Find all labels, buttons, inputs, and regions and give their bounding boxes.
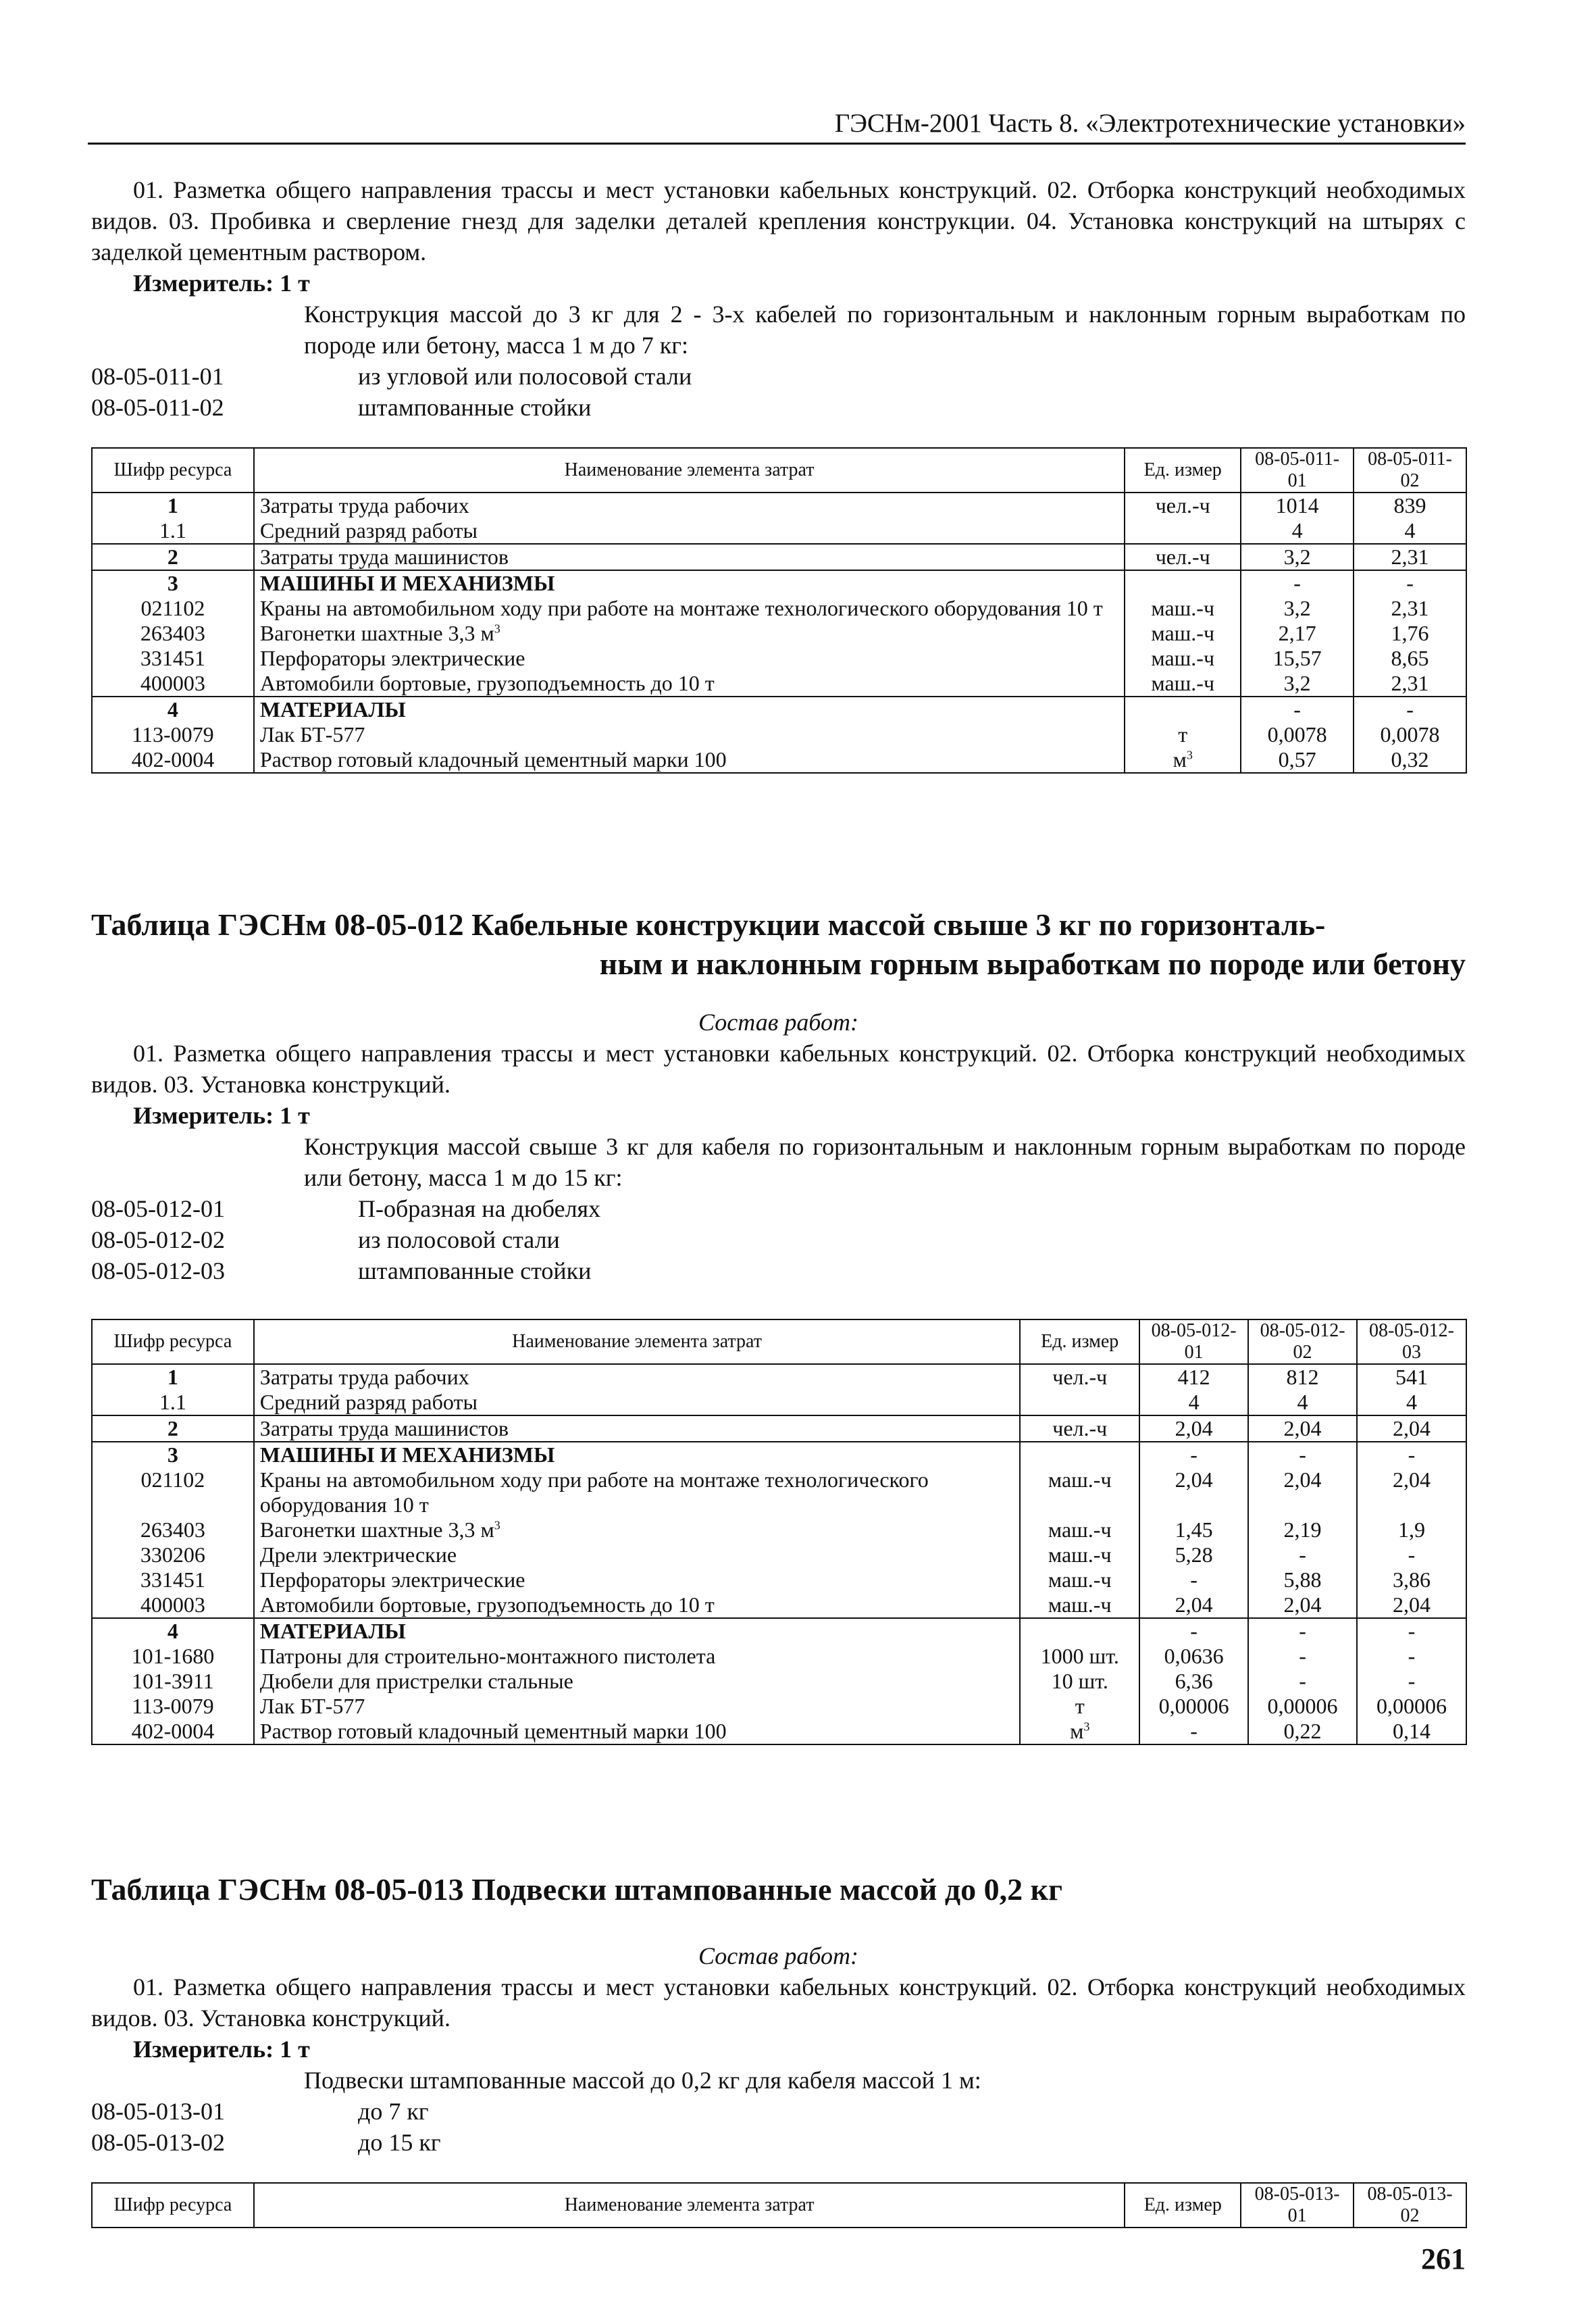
- cell-name: Перфораторы электрические: [254, 646, 1125, 671]
- cell-value: 3,2: [1241, 596, 1354, 621]
- col-header-variant-3: 08-05-012-03: [1357, 1319, 1466, 1364]
- table-row: [92, 1517, 1466, 1542]
- cell-name: Раствор готовый кладочный цементный марки 100: [254, 747, 1125, 773]
- cell-value: -: [1241, 697, 1354, 722]
- cell-code: 1: [92, 493, 254, 518]
- cell-unit: 1000 шт.: [1020, 1644, 1139, 1669]
- cell-code: 1: [92, 1364, 254, 1390]
- cell-value: -: [1248, 1644, 1357, 1669]
- table-row: [92, 621, 1466, 646]
- running-header: ГЭСНм-2001 Часть 8. «Электротехнические установки»: [88, 108, 1466, 145]
- cell-value: -: [1248, 1669, 1357, 1694]
- table-row: [92, 544, 1466, 570]
- cell-name: Затраты труда машинистов: [254, 1415, 1021, 1442]
- cell-name: Затраты труда машинистов: [254, 544, 1125, 570]
- table-row: [92, 1669, 1466, 1694]
- cell-value: 1,9: [1357, 1517, 1466, 1542]
- table-row: [92, 493, 1466, 518]
- cell-value: 0,00006: [1357, 1694, 1466, 1719]
- cell-unit: маш.-ч: [1020, 1467, 1139, 1517]
- cell-value: 2,04: [1357, 1592, 1466, 1618]
- table-row: [92, 1567, 1466, 1592]
- cell-value: 2,04: [1248, 1415, 1357, 1442]
- superscript: 3: [494, 1518, 500, 1532]
- cell-unit: чел.-ч: [1020, 1415, 1139, 1442]
- cell-unit: [1125, 747, 1241, 773]
- cell-code: 330206: [92, 1542, 254, 1567]
- col-header-code: Шифр ресурса: [92, 1319, 254, 1364]
- cell-code: 263403: [92, 1517, 254, 1542]
- resource-description: Конструкция массой до 3 кг для 2 - 3-х кабелей по горизонтальным и наклонным горным выработкам по породе или бетону, масса 1 м до 7 кг:: [304, 301, 1466, 359]
- section-011-text: [91, 174, 1466, 423]
- variant-code: 08-05-012-01: [91, 1195, 225, 1222]
- cell-name: Средний разряд работы: [254, 518, 1125, 544]
- title-line-1: Таблица ГЭСНм 08-05-013 Подвески штампованные массой до 0,2 кг: [91, 1872, 1062, 1907]
- cell-unit: чел.-ч: [1125, 544, 1241, 570]
- cell-name: Дюбели для пристрелки стальные: [254, 1669, 1021, 1694]
- col-header-unit: Ед. измер: [1020, 1319, 1139, 1364]
- table-row: [92, 747, 1466, 773]
- cell-value: 2,04: [1357, 1415, 1466, 1442]
- cell-value: 541: [1357, 1364, 1466, 1390]
- cell-value: -: [1357, 1618, 1466, 1644]
- cell-value: 839: [1354, 493, 1466, 518]
- cell-code: 2: [92, 1415, 254, 1442]
- col-header-name: Наименование элемента затрат: [254, 2183, 1125, 2228]
- cell-value: 2,04: [1248, 1592, 1357, 1618]
- cell-code: 1.1: [92, 518, 254, 544]
- section-012-text: [91, 1007, 1466, 1286]
- cell-value: -: [1357, 1644, 1466, 1669]
- cell-value: 2,31: [1354, 596, 1466, 621]
- table-title-012: [91, 905, 1466, 984]
- cell-unit: [1125, 697, 1241, 722]
- cell-value: 2,04: [1139, 1467, 1248, 1517]
- col-header-unit: Ед. измер: [1125, 448, 1241, 493]
- cell-value: 3,86: [1357, 1567, 1466, 1592]
- title-line-2: ным и наклонным горным выработкам по породе или бетону: [599, 947, 1466, 981]
- cell-value: 4: [1248, 1390, 1357, 1415]
- variant-text: штампованные стойки: [358, 1257, 592, 1284]
- cell-code: 113-0079: [92, 1694, 254, 1719]
- cell-code: 021102: [92, 1467, 254, 1517]
- cell-value: -: [1354, 570, 1466, 596]
- col-header-variant-2: 08-05-012-02: [1248, 1319, 1357, 1364]
- cell-unit: [1020, 1618, 1139, 1644]
- cell-code: 4: [92, 1618, 254, 1644]
- cell-value: 5,28: [1139, 1542, 1248, 1567]
- table-row: [92, 1542, 1466, 1567]
- cell-name: Лак БТ-577: [254, 722, 1125, 747]
- cell-value: 1014: [1241, 493, 1354, 518]
- table-row: [92, 1364, 1466, 1390]
- cell-unit: т: [1125, 722, 1241, 747]
- cell-unit: [1125, 518, 1241, 544]
- cell-value: 0,14: [1357, 1719, 1466, 1744]
- superscript: 3: [1083, 1719, 1090, 1734]
- cell-unit: чел.-ч: [1020, 1364, 1139, 1390]
- cell-code: 101-1680: [92, 1644, 254, 1669]
- table-row: [92, 570, 1466, 596]
- resource-description: Конструкция массой свыше 3 кг для кабеля по горизонтальным и наклонным горным выработкам по породе или бетону, масса 1 м до 15 кг:: [304, 1133, 1466, 1191]
- cell-unit: т: [1020, 1694, 1139, 1719]
- table-row: [92, 1644, 1466, 1669]
- cell-value: -: [1357, 1669, 1466, 1694]
- table-row: [92, 1390, 1466, 1415]
- cell-name: Лак БТ-577: [254, 1694, 1021, 1719]
- table-row: [92, 1694, 1466, 1719]
- table-row: [92, 1415, 1466, 1442]
- col-header-variant-1: 08-05-012-01: [1139, 1319, 1248, 1364]
- variant-text: до 15 кг: [358, 2129, 441, 2156]
- cell-value: -: [1248, 1542, 1357, 1567]
- cell-code: 3: [92, 570, 254, 596]
- cell-code: 263403: [92, 621, 254, 646]
- unit-text: м: [1070, 1719, 1084, 1743]
- table-header-row: [92, 1319, 1466, 1364]
- cell-name-text: Вагонетки шахтные 3,3 м: [259, 621, 494, 645]
- table-row: [92, 1719, 1466, 1744]
- cell-code: 2: [92, 544, 254, 570]
- table-row: [92, 671, 1466, 697]
- cell-code: 101-3911: [92, 1669, 254, 1694]
- resource-table-011: [91, 447, 1467, 774]
- cell-value: 2,31: [1354, 544, 1466, 570]
- variant-row: [91, 1255, 1466, 1286]
- cell-name: Перфораторы электрические: [254, 1567, 1021, 1592]
- cell-name: МАШИНЫ И МЕХАНИЗМЫ: [254, 1442, 1021, 1467]
- variant-row: [91, 361, 1466, 392]
- cell-value: 15,57: [1241, 646, 1354, 671]
- variant-code: 08-05-012-03: [91, 1257, 225, 1284]
- cell-code: 1.1: [92, 1390, 254, 1415]
- cell-unit: 10 шт.: [1020, 1669, 1139, 1694]
- table-row: [92, 518, 1466, 544]
- cell-value: 0,32: [1354, 747, 1466, 773]
- cell-value: 0,0078: [1354, 722, 1466, 747]
- col-header-code: Шифр ресурса: [92, 2183, 254, 2228]
- cell-code: 331451: [92, 646, 254, 671]
- cell-value: 0,00006: [1248, 1694, 1357, 1719]
- cell-unit: [1020, 1442, 1139, 1467]
- cell-value: 2,04: [1139, 1592, 1248, 1618]
- table-row: [92, 596, 1466, 621]
- col-header-variant-2: 08-05-011-02: [1354, 448, 1466, 493]
- col-header-unit: Ед. измер: [1125, 2183, 1241, 2228]
- cell-name: Дрели электрические: [254, 1542, 1021, 1567]
- cell-value: 0,0078: [1241, 722, 1354, 747]
- work-composition-heading: Состав работ:: [698, 1009, 858, 1036]
- col-header-code: Шифр ресурса: [92, 448, 254, 493]
- table-row: [92, 1618, 1466, 1644]
- cell-code: 4: [92, 697, 254, 722]
- cell-code: 113-0079: [92, 722, 254, 747]
- cell-name: Затраты труда рабочих: [254, 493, 1125, 518]
- col-header-name: Наименование элемента затрат: [254, 1319, 1021, 1364]
- work-composition: 01. Разметка общего направления трассы и мест установки кабельных конструкций. 02. Отборка конструкций необходимых видов. 03. Установка конструкций.: [91, 1040, 1466, 1098]
- cell-unit: маш.-ч: [1020, 1592, 1139, 1618]
- resource-description: Подвески штампованные массой до 0,2 кг для кабеля массой 1 м:: [304, 2067, 981, 2094]
- variant-code: 08-05-011-02: [91, 394, 224, 421]
- col-header-variant-1: 08-05-013-01: [1241, 2183, 1354, 2228]
- cell-unit: [1020, 1719, 1139, 1744]
- cell-value: 4: [1357, 1390, 1466, 1415]
- cell-name: Раствор готовый кладочный цементный марки 100: [254, 1719, 1021, 1744]
- col-header-name: Наименование элемента затрат: [254, 448, 1125, 493]
- variant-row: [91, 1224, 1466, 1255]
- cell-value: 5,88: [1248, 1567, 1357, 1592]
- table-row: [92, 646, 1466, 671]
- cell-value: -: [1248, 1442, 1357, 1467]
- cell-unit: чел.-ч: [1125, 493, 1241, 518]
- table-title-013: [91, 1870, 1466, 1909]
- cell-value: -: [1139, 1618, 1248, 1644]
- cell-code: 400003: [92, 1592, 254, 1618]
- variant-code: 08-05-011-01: [91, 363, 224, 390]
- cell-value: 4: [1241, 518, 1354, 544]
- table-header-row: [92, 448, 1466, 493]
- cell-name: Краны на автомобильном ходу при работе на монтаже технологического оборудования 10 т: [254, 596, 1125, 621]
- cell-value: 1,45: [1139, 1517, 1248, 1542]
- table-row: [92, 697, 1466, 722]
- col-header-variant-2: 08-05-013-02: [1354, 2183, 1466, 2228]
- title-line-1: Таблица ГЭСНм 08-05-012 Кабельные конструкции массой свыше 3 кг по горизонталь-: [91, 907, 1326, 942]
- cell-value: 0,22: [1248, 1719, 1357, 1744]
- variant-row: [91, 2127, 1466, 2158]
- cell-code: 400003: [92, 671, 254, 697]
- meter: Измеритель: 1 т: [133, 270, 310, 297]
- cell-value: 812: [1248, 1364, 1357, 1390]
- variant-code: 08-05-013-02: [91, 2129, 225, 2156]
- cell-unit: маш.-ч: [1020, 1517, 1139, 1542]
- cell-unit: маш.-ч: [1125, 621, 1241, 646]
- cell-value: -: [1139, 1719, 1248, 1744]
- cell-value: 1,76: [1354, 621, 1466, 646]
- cell-name: МАШИНЫ И МЕХАНИЗМЫ: [254, 570, 1125, 596]
- cell-value: -: [1357, 1442, 1466, 1467]
- cell-value: 0,0636: [1139, 1644, 1248, 1669]
- cell-code: 021102: [92, 596, 254, 621]
- cell-value: 6,36: [1139, 1669, 1248, 1694]
- cell-value: 4: [1354, 518, 1466, 544]
- cell-value: 0,00006: [1139, 1694, 1248, 1719]
- cell-name-text: Вагонетки шахтные 3,3 м: [259, 1517, 494, 1542]
- work-composition: 01. Разметка общего направления трассы и мест установки кабельных конструкций. 02. Отборка конструкций необходимых видов. 03. Пробивка и сверление гнезд для заделки деталей крепления конструкции. 04. Установка конструкций на штырях с заделкой цементным раствором.: [91, 176, 1466, 266]
- variant-text: из угловой или полосовой стали: [358, 363, 692, 390]
- work-composition: 01. Разметка общего направления трассы и мест установки кабельных конструкций. 02. Отборка конструкций необходимых видов. 03. Установка конструкций.: [91, 1973, 1466, 2032]
- cell-value: 2,04: [1139, 1415, 1248, 1442]
- cell-name: [254, 621, 1125, 646]
- cell-unit: [1125, 570, 1241, 596]
- page-number: 261: [1421, 2242, 1466, 2275]
- meter: Измеритель: 1 т: [133, 2036, 310, 2063]
- section-013-text: [91, 1940, 1466, 2158]
- cell-name: Автомобили бортовые, грузоподъемность до 10 т: [254, 671, 1125, 697]
- cell-value: 8,65: [1354, 646, 1466, 671]
- unit-text: м: [1173, 747, 1187, 772]
- meter: Измеритель: 1 т: [133, 1102, 310, 1129]
- cell-code: 402-0004: [92, 1719, 254, 1744]
- cell-value: 0,57: [1241, 747, 1354, 773]
- variant-code: 08-05-012-02: [91, 1226, 225, 1253]
- table-row: [92, 1592, 1466, 1618]
- variant-text: из полосовой стали: [358, 1226, 560, 1253]
- cell-value: 2,04: [1248, 1467, 1357, 1517]
- cell-value: -: [1354, 697, 1466, 722]
- work-composition-heading: Состав работ:: [698, 1942, 858, 1969]
- variant-row: [91, 2096, 1466, 2127]
- superscript: 3: [494, 622, 500, 636]
- variant-row: [91, 392, 1466, 423]
- cell-value: 2,17: [1241, 621, 1354, 646]
- table-row: [92, 722, 1466, 747]
- cell-name: МАТЕРИАЛЫ: [254, 1618, 1021, 1644]
- cell-value: 3,2: [1241, 671, 1354, 697]
- cell-unit: [1020, 1390, 1139, 1415]
- cell-value: 2,31: [1354, 671, 1466, 697]
- table-row: [92, 1467, 1466, 1517]
- cell-value: 4: [1139, 1390, 1248, 1415]
- cell-code: 3: [92, 1442, 254, 1467]
- cell-value: -: [1241, 570, 1354, 596]
- cell-name: [254, 1517, 1021, 1542]
- superscript: 3: [1186, 748, 1193, 762]
- cell-code: 331451: [92, 1567, 254, 1592]
- cell-name: Патроны для строительно-монтажного пистолета: [254, 1644, 1021, 1669]
- cell-name: Автомобили бортовые, грузоподъемность до 10 т: [254, 1592, 1021, 1618]
- cell-value: 412: [1139, 1364, 1248, 1390]
- cell-value: -: [1139, 1567, 1248, 1592]
- variant-text: П-образная на дюбелях: [358, 1195, 601, 1222]
- resource-table-012: [91, 1319, 1467, 1745]
- cell-value: -: [1248, 1618, 1357, 1644]
- resource-table-013: [91, 2182, 1467, 2228]
- cell-unit: маш.-ч: [1125, 596, 1241, 621]
- cell-value: -: [1357, 1542, 1466, 1567]
- variant-code: 08-05-013-01: [91, 2098, 225, 2125]
- cell-unit: маш.-ч: [1125, 671, 1241, 697]
- cell-unit: маш.-ч: [1020, 1567, 1139, 1592]
- cell-unit: маш.-ч: [1020, 1542, 1139, 1567]
- cell-value: 2,19: [1248, 1517, 1357, 1542]
- variant-text: до 7 кг: [358, 2098, 429, 2125]
- cell-name: Средний разряд работы: [254, 1390, 1021, 1415]
- cell-value: 3,2: [1241, 544, 1354, 570]
- cell-value: -: [1139, 1442, 1248, 1467]
- cell-value: 2,04: [1357, 1467, 1466, 1517]
- cell-code: 402-0004: [92, 747, 254, 773]
- variant-row: [91, 1193, 1466, 1224]
- cell-unit: маш.-ч: [1125, 646, 1241, 671]
- cell-name: МАТЕРИАЛЫ: [254, 697, 1125, 722]
- variant-text: штампованные стойки: [358, 394, 592, 421]
- cell-name: Затраты труда рабочих: [254, 1364, 1021, 1390]
- cell-name: Краны на автомобильном ходу при работе на монтаже технологического оборудования 10 т: [254, 1467, 1021, 1517]
- col-header-variant-1: 08-05-011-01: [1241, 448, 1354, 493]
- table-row: [92, 1442, 1466, 1467]
- table-header-row: [92, 2183, 1466, 2228]
